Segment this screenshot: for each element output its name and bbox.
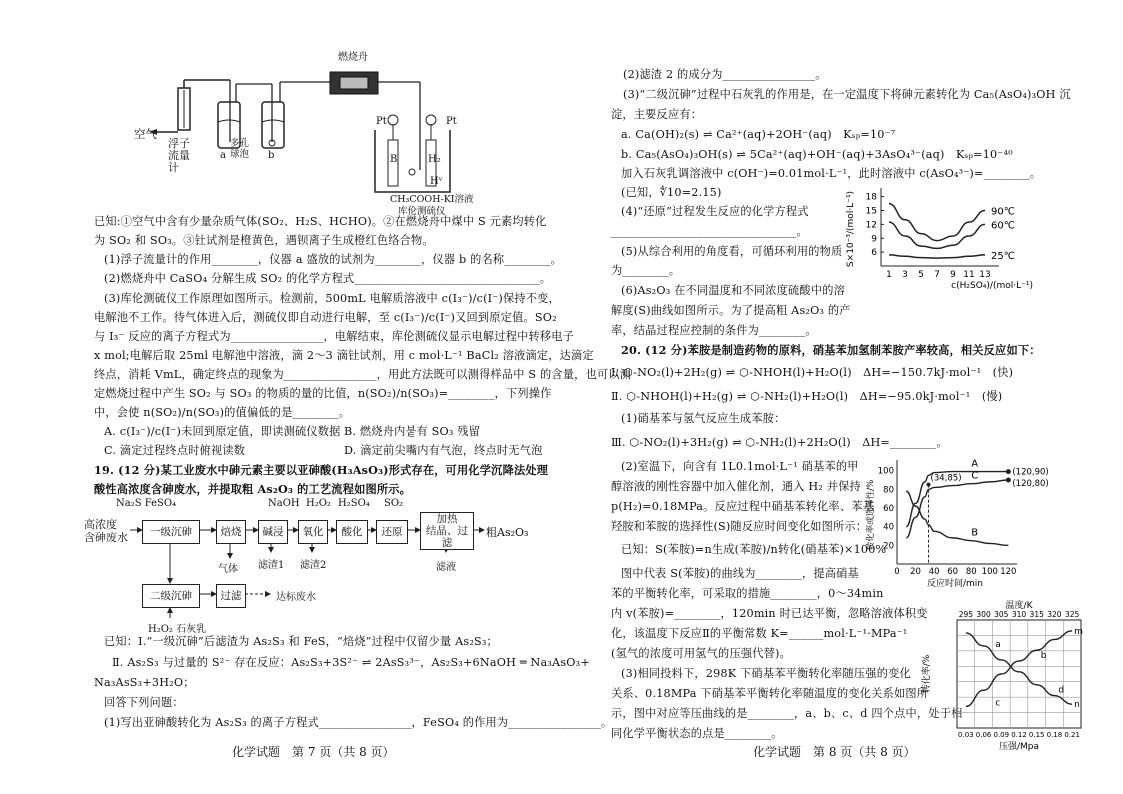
gas-label: 气体 [218,564,238,575]
q20-2-line-6: 苯的平衡转化率，可采取的措施________，0～34min [611,587,884,600]
given-line-1: 已知：Ⅰ.“一级沉砷”后滤渣为 As₂S₃ 和 FeS，“焙烧”过程中仅留少量 As₂S₃； [104,635,498,648]
annotation-34-85: (34,85) [930,473,962,484]
x-tick-label: 5 [918,270,924,280]
q19-4: (4)“还原”过程发生反应的化学方程式 [621,205,809,218]
answer-prompt: 回答下列问题： [104,696,184,709]
flowmeter-label: 浮子 流量计 [168,137,190,174]
series-curve-2 [906,491,1008,545]
bubble-label: 多孔 球泡 [230,138,250,160]
outlet-label: 达标废水 [276,592,316,603]
q20-2-line-1: (2)室温下，向含有 1L0.1mol·L⁻¹ 硝基苯的甲 [621,460,859,473]
top-tick-label: 310 [1011,610,1027,619]
q20-2-line-3: p(H₂)=0.18MPa。反应过程中硝基苯转化率、苯基 [611,500,874,513]
x-tick-label: 7 [934,270,940,280]
reaction-a: a. Ca(OH)₂(s) ⇌ Ca²⁺(aq)+2OH⁻(aq) Kₛₚ=10⁻⁷ [621,128,896,141]
y-tick-label: 20 [883,541,894,552]
q-2: (2)燃烧舟中 CaSO₄ 分解生成 SO₂ 的化学方程式________________________________。 [104,272,552,285]
equilibrium-chart [909,596,1089,756]
bottom-tick-label: 0.15 [1028,731,1045,739]
q19-3-hint: (已知，∜10=2.15) [621,186,722,199]
top-tick-label: 315 [1029,610,1044,619]
y-axis-label: 转化率或选择性/% [866,479,876,551]
y-tick-label: 12 [865,220,877,231]
series-label-2: B [971,527,979,539]
q19-3-line-3: 加入石灰乳调溶液中 c(OH⁻)=0.01mol·L⁻¹，此时溶液中 c(AsO₄³⁻)=________。 [621,167,1042,180]
footer-right: 化学试题 第 8 页（共 8 页） [753,745,916,759]
x-tick-label: 13 [979,270,991,280]
series-label-1: C [971,470,979,482]
top-tick-label: 300 [976,610,991,619]
point-120-80 [1006,478,1011,483]
given-line-2: Ⅱ. As₂S₃ 与过量的 S²⁻ 存在反应：As₂S₃+3S²⁻ ⇌ 2AsS₃³⁻，As₂S₃+6NaOH ═ Na₃AsO₃+ [112,656,590,669]
selectivity-formula: 已知：S(苯胺)=n生成(苯胺)/n转化(硝基苯)×100% [621,543,887,556]
solution-label: CH₃COOH-KI溶液 [390,194,474,205]
reagent-na2s-feso4: Na₂S FeSO₄ [116,498,177,509]
bottle-a-label: a [220,150,226,161]
option-D: D. 滴定前尖嘴内有气泡，终点时无气泡 [344,444,543,457]
y-tick-label: 18 [865,192,877,203]
series-curve-1 [889,222,985,248]
reagent-h2o2-lime: H₂O₂ 石灰乳 [148,624,207,635]
x-tick-label: 0 [894,567,900,577]
q20-2-line-5: 图中代表 S(苯胺)的曲线为________，提高硝基 [621,567,859,580]
electrode-B-label: B [390,154,398,165]
bottom-tick-label: 0.09 [993,731,1010,739]
point-label-c: c [995,698,1001,709]
q-1: (1)浮子流量计的作用________，仪器 a 盛放的试剂为________，仪器 b 的名称________。 [104,253,563,266]
series-curve-0 [966,631,1072,707]
x-tick-label: 1 [886,270,892,280]
q19-5-blank: 为________。 [611,264,681,277]
apparatus-diagram [130,60,480,210]
step-primary-precipitation: 一级沉砷 [142,520,200,544]
step-oxidation: 氧化 [298,520,328,544]
option-A: A. c(I₃⁻)/c(I⁻)未回到原定值，即读测硫仪数据 [104,425,341,438]
series-label-0: A [971,458,979,470]
air-label: 空气 [134,127,157,141]
x-axis-label: c(H₂SO₄)/(mol·L⁻¹) [951,281,1033,291]
pt-left-label: Pt [376,116,387,127]
reaction-b: b. Ca₅(AsO₄)₃OH(s) ⇌ 5Ca²⁺(aq)+OH⁻(aq)+3AsO₄³⁻(aq) Kₛₚ=10⁻⁴⁰ [621,148,1013,161]
q19-6-line-3: 率，结晶过程应控制的条件为________。 [611,324,817,337]
feed-label: 高浓度 含砷废水 [84,518,128,544]
top-tick-label: 320 [1047,610,1062,619]
selectivity-chart [863,452,1073,590]
top-axis-label: 温度/K [1005,601,1033,611]
y-tick-label: 15 [865,206,877,217]
point-label-a: a [995,640,1001,651]
bottle-b-label: b [268,150,275,161]
reagent-h2o2: H₂O₂ [306,498,331,509]
q19-5: (5)从综合利用的角度看，可循环利用的物质 [621,245,843,258]
electrode-H2-label: H₂ [428,154,441,165]
reagent-naoh: NaOH [268,498,300,509]
x-tick-label: 9 [950,270,956,280]
annotation-120-80: (120,80) [1012,479,1049,489]
q19-6-line-2: 解度(S)曲线如图所示。为了提高粗 As₂O₃ 的产 [611,304,851,317]
footer-left: 化学试题 第 7 页（共 8 页） [232,745,395,759]
q19-4-blank: ________________________________。 [611,225,808,238]
q-3-line-7: 中，会使 n(SO₂)/n(SO₃)的值偏低的是________。 [94,406,351,419]
y-tick-label: 80 [883,485,894,496]
q19-3-line-1: (3)“二级沉砷”过程中石灰乳的作用是，在一定温度下将砷元素转化为 Ca₅(AsO₄)₃OH 沉 [623,88,1071,101]
x-tick-label: 40 [928,567,940,577]
q20-2-line-7: 内 v(苯胺)=________，120min 时已达平衡，忽略溶液体积变 [611,607,928,620]
x-tick-label: 120 [1000,567,1017,577]
step-roasting: 焙烧 [216,520,246,544]
bottom-tick-label: 0.18 [1046,731,1063,739]
x-tick-label: 3 [902,270,908,280]
bottom-tick-label: 0.12 [1011,731,1027,739]
y-axis-label: S×10⁻³/(mol·L⁻¹) [846,190,856,268]
top-tick-label: 295 [958,610,974,619]
q-3-line-2: 电解池不工作。待气体进入后，测硫仪即自动进行电解，至 c(I₃⁻)/c(I⁻)又回到原定值。SO₂ [94,311,557,324]
q20-3-line-1: (3)相同投料下，298K 下硝基苯平衡转化率随压强的变化 [621,667,911,680]
top-tick-label: 325 [1064,610,1080,619]
series-label-1: n [1074,700,1080,711]
bottom-axis-label: 压强/Mpa [998,742,1040,752]
residue-2-label: 滤渣2 [300,560,327,571]
top-tick-label: 305 [994,610,1009,619]
y-tick-label: 9 [871,234,877,245]
step-crystallize-filter: 加热 结晶、过滤 [420,512,474,550]
x-axis-label: 反应时间/min [926,579,984,589]
electrode-Hv-label: Hᵛ [430,176,443,187]
annotation-120-90: (120,90) [1012,467,1049,478]
boat-label: 燃烧舟 [338,52,368,63]
reaction-III: Ⅲ. ⬡-NO₂(l)+3H₂(g) ⇌ ⬡-NH₂(l)+2H₂O(l) ΔH=________。 [611,436,948,449]
point-label-d: d [1058,685,1065,696]
series-label-0: 90℃ [991,206,1015,218]
series-curve-1 [966,633,1072,704]
x-tick-label: 80 [965,567,977,577]
q20-2-line-8: 化，该温度下反应Ⅱ的平衡常数 K=______mol·L⁻¹·MPa⁻¹ [611,627,908,640]
reaction-II: Ⅱ. ⬡-NHOH(l)+H₂(g) ⇌ ⬡-NH₂(l)+H₂O(l) ΔH=−95.0kJ·mol⁻¹ (慢) [611,390,1003,403]
y-tick-label: 6 [871,248,877,259]
q-3-line-6: 定燃烧过程中产生 SO₂ 与 SO₃ 的物质的量的比值，n(SO₂)/n(SO₃)=________，下列操作 [94,387,552,400]
reaction-I: Ⅰ. ⬡-NO₂(l)+2H₂(g) ⇌ ⬡-NHOH(l)+H₂O(l) ΔH=−150.7kJ·mol⁻¹ (快) [611,366,1014,379]
option-C: C. 滴定过程终点时俯视读数 [104,444,246,457]
known-line-1: 已知:①空气中含有少量杂质气体(SO₂、H₂S、HCHO)。②在燃烧舟中煤中 S 元素均转化 [94,215,547,228]
x-tick-label: 100 [981,567,998,577]
q20-2-line-4: 羟胺和苯胺的选择性(S)随反应时间变化如图所示： [611,520,868,533]
y-axis-label: 转化率/% [922,654,932,694]
bottom-tick-label: 0.21 [1064,731,1080,739]
solubility-chart [843,182,1063,300]
q20-3-line-3: 示，图中对应等压曲线的是________，a、b、c、d 四个点中，处于相 [611,707,963,720]
product-label: 粗As₂O₃ [486,526,529,539]
series-label-0: m [1074,626,1083,637]
reagent-so2: SO₂ [384,498,404,509]
q20-2-line-9: (氢气的浓度可用氢气的压强代替)。 [611,647,791,660]
titrator-label: 库伦测硫仪 [398,206,446,217]
q20-2-line-2: 醇溶液的刚性容器中加入催化剂，通入 H₂ 并保持 [611,480,861,493]
y-tick-label: 60 [883,504,894,514]
given-line-3: Na₃AsS₃+3H₂O； [94,676,195,689]
q-3-line-3: 与 I₃⁻ 反应的离子方程式为________________，电解结束，库伦测硫仪显示电解过程中转移电子 [94,330,575,343]
q19-2: (2)滤渣 2 的成分为________________。 [623,68,827,81]
known-line-2: 为 SO₂ 和 SO₃。③钍试剂是橙黄色，遇钡离子生成橙红色络合物。 [94,234,434,247]
x-tick-label: 20 [910,567,921,577]
q20-1: (1)硝基苯与氢气反应生成苯胺： [621,412,786,425]
q-3-line-5: 终点，消耗 VmL，确定终点的现象为________________，用此方法既可以测得样品中 S 的含量，也可以测 [94,368,632,381]
y-tick-label: 100 [877,466,894,477]
q20-3-line-2: 关系、0.18MPa 下硝基苯平衡转化率随温度的变化关系如图所 [611,687,929,700]
x-tick-label: 60 [947,567,959,577]
q19-line-1: 19. (12 分)某工业废水中砷元素主要以亚砷酸(H₃AsO₃)形式存在，可用化学沉降法处理 [94,463,549,477]
series-label-2: 25℃ [991,250,1015,262]
residue-1-label: 滤渣1 [258,560,285,571]
step-filter: 过滤 [216,584,246,608]
series-curve-2 [889,255,985,258]
step-secondary-precipitation: 二级沉砷 [142,584,200,608]
q20-3-line-4: 同化学平衡状态的点是________。 [611,727,783,740]
bottom-tick-label: 0.03 [958,731,974,739]
x-tick-label: 11 [963,270,975,280]
right-page [563,0,1123,794]
bottom-tick-label: 0.06 [975,731,992,739]
point-120-90 [1006,469,1011,474]
q19-line-2: 酸性高浓度含砷废水，并提取粗 As₂O₃ 的工艺流程如图所示。 [94,482,412,496]
point-label-b: b [1040,651,1047,662]
step-alkali-leach: 碱浸 [258,520,288,544]
q-3-line-1: (3)库伦测硫仪工作原理如图所示。检测前，500mL 电解质溶液中 c(I₃⁻)/c(I⁻)保持不变， [104,292,560,305]
q19-6-line-1: (6)As₂O₃ 在不同温度和不同浓度硫酸中的溶 [621,284,845,297]
option-B: B. 燃烧舟内붙有 SO₃ 残留 [344,425,481,438]
pt-right-label: Pt [446,116,457,127]
q20-intro: 20. (12 分)苯胺是制造药物的原料，硝基苯加氢制苯胺产率较高，相关反应如下： [621,343,1041,357]
y-tick-label: 40 [883,522,894,533]
series-label-1: 60℃ [991,220,1015,232]
q19-3-line-2: 淀，主要反应有： [611,108,703,121]
q-3-line-4: x mol;电解后取 25ml 电解池中溶液，滴 2～3 滴钍试剂，用 c mol·L⁻¹ BaCl₂ 溶液滴定，达滴定 [94,349,594,362]
step-reduction: 还原 [376,520,408,544]
step-acidify: 酸化 [336,520,368,544]
filtrate-label: 滤液 [436,562,456,573]
reagent-h2so4: H₂SO₄ [338,498,370,509]
q19-1: (1)写出亚砷酸转化为 As₂S₃ 的离子方程式________________，FeSO₄ 的作用为________________。 [104,716,613,729]
